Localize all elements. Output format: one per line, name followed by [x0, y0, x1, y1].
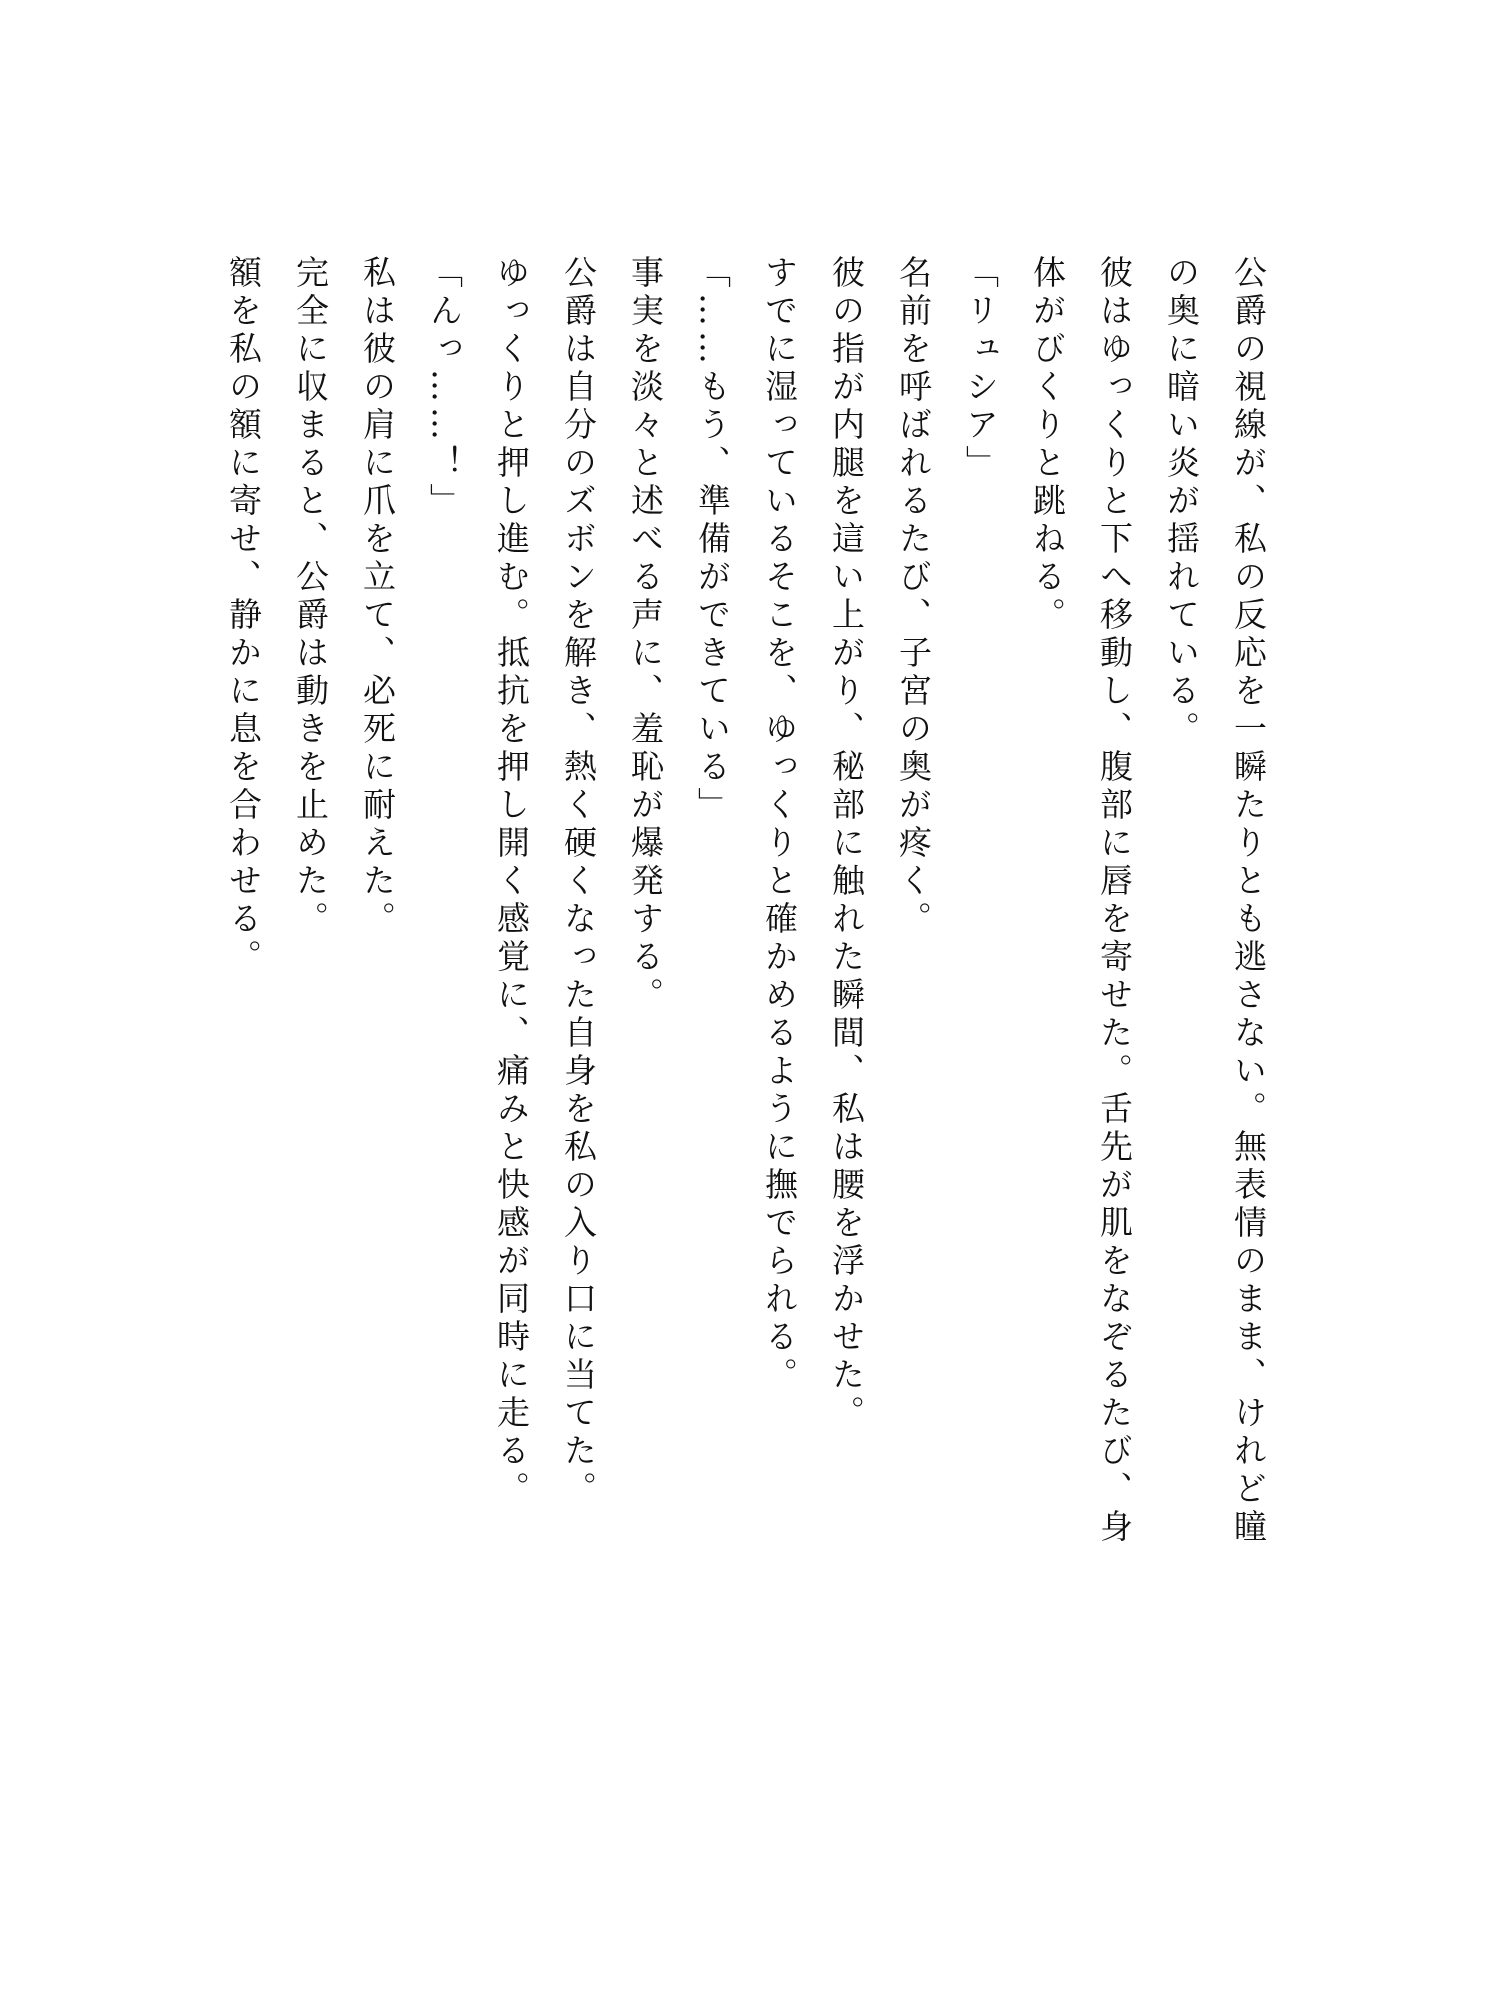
paragraph-7: 公爵は自分のズボンを解き、熱く硬くなった自身を私の入り口に当てた。	[559, 255, 598, 1509]
paragraph-6: 事実を淡々と述べる声に、羞恥が爆発する。	[626, 255, 665, 1015]
paragraph-9: 私は彼の肩に爪を立て、必死に耐えた。	[358, 255, 397, 939]
paragraph-4: 彼の指が内腿を這い上がり、秘部に触れた瞬間、私は腰を浮かせた。	[827, 255, 866, 1433]
dialogue-2: 「……もう、準備ができている」	[693, 255, 732, 825]
paragraph-5: すでに湿っているそこを、ゆっくりと確かめるように撫でられる。	[760, 255, 799, 1395]
dialogue-1: 「リュシア」	[961, 255, 1000, 483]
paragraph-3: 名前を呼ばれるたび、子宮の奥が疼く。	[894, 255, 933, 939]
paragraph-10: 完全に収まると、公爵は動きを止めた。	[291, 255, 330, 939]
paragraph-1: 公爵の視線が、私の反応を一瞬たりとも逃さない。無表情のまま、けれど瞳の奥に暗い炎が揺れている。	[1162, 255, 1268, 1547]
dialogue-3: 「んっ……！」	[425, 255, 464, 521]
vertical-text-body	[210, 255, 1282, 1575]
paragraph-11: 額を私の額に寄せ、静かに息を合わせる。	[224, 255, 263, 977]
paragraph-2: 彼はゆっくりと下へ移動し、腹部に唇を寄せた。舌先が肌をなぞるたび、身体がびくりと跳ねる。	[1028, 255, 1134, 1547]
paragraph-8: ゆっくりと押し進む。抵抗を押し開く感覚に、痛みと快感が同時に走る。	[492, 255, 531, 1509]
